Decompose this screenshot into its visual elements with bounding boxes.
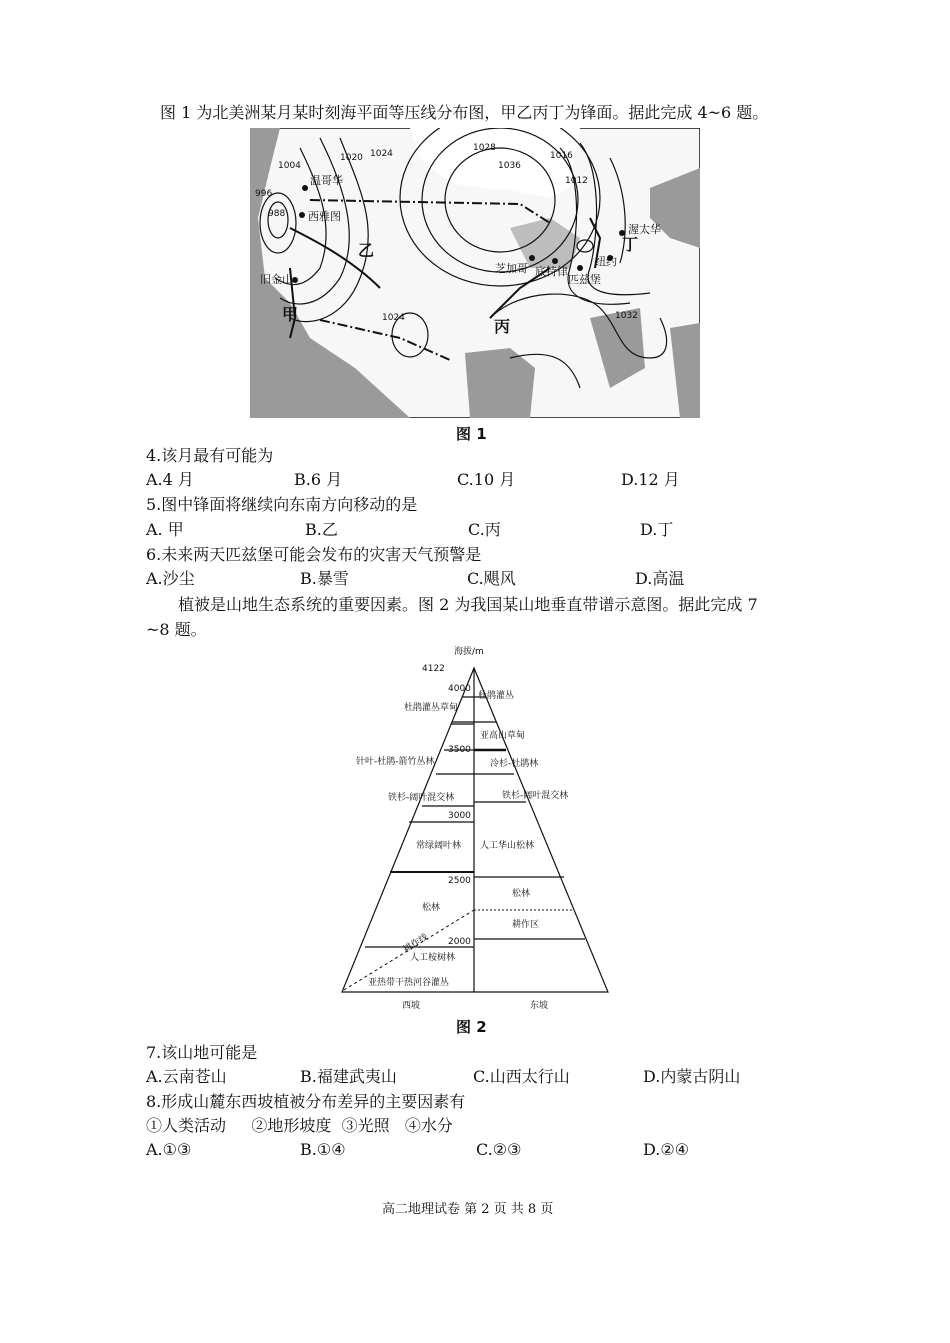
- east-zone: 人工华山松林: [480, 841, 535, 851]
- city-label: 芝加哥: [495, 262, 528, 275]
- figure-1-caption: 图 1: [456, 425, 487, 443]
- isobar-label: 1024: [370, 149, 393, 159]
- intro-text-2-cont: ~8 题。: [146, 620, 207, 639]
- city-label: 西雅图: [308, 210, 341, 223]
- city-label: 温哥华: [310, 174, 343, 187]
- isobar-label: 1036: [498, 161, 521, 171]
- elevation-label: 2000: [448, 937, 471, 947]
- west-zone: 针叶-杜鹃-箭竹丛林: [356, 757, 435, 767]
- isobar-label: 1032: [615, 311, 638, 321]
- question-5-stem: 5.图中锋面将继续向东南方向移动的是: [146, 495, 418, 514]
- elevation-label: 2500: [448, 876, 471, 886]
- y-axis-label: 海拔/m: [454, 647, 484, 657]
- west-slope-label: 西坡: [402, 1001, 421, 1011]
- east-zone: 松林: [512, 889, 531, 899]
- east-zone: 冷杉-杜鹃林: [490, 759, 539, 769]
- isobar-label: 988: [268, 209, 286, 219]
- intro-text-2: 植被是山地生态系统的重要因素。图 2 为我国某山地垂直带谱示意图。据此完成 7: [178, 595, 758, 614]
- q4-option-c: C.10 月: [457, 470, 516, 489]
- west-zone: 亚热带干热河谷灌丛: [368, 978, 450, 988]
- page-footer: 高二地理试卷 第 2 页 共 8 页: [382, 1202, 554, 1217]
- east-zone: 铁杉-阔叶混交林: [502, 791, 569, 801]
- intro-text-1: 图 1 为北美洲某月某时刻海平面等压线分布图，甲乙丙丁为锋面。据此完成 4~6 题。: [160, 103, 769, 122]
- q6-option-c: C.飓风: [467, 569, 516, 588]
- q7-option-b: B.福建武夷山: [300, 1067, 397, 1086]
- west-zone: 铁杉-阔叶混交林: [388, 793, 455, 803]
- city-label: 匹兹堡: [568, 273, 601, 286]
- front-label: 乙: [358, 241, 375, 260]
- east-zone: 杜鹃灌丛: [478, 691, 515, 701]
- question-6-stem: 6.未来两天匹兹堡可能会发布的灾害天气预警是: [146, 545, 482, 564]
- q7-option-d: D.内蒙古阴山: [643, 1067, 741, 1086]
- isobar-label: 996: [255, 189, 273, 199]
- figure-2-caption: 图 2: [456, 1018, 487, 1036]
- q7-option-a: A.云南苍山: [146, 1067, 227, 1086]
- elevation-label: 4122: [422, 664, 445, 674]
- elevation-label: 3500: [448, 745, 471, 755]
- front-label: 甲: [282, 305, 299, 324]
- q6-option-a: A.沙尘: [146, 569, 195, 588]
- q5-option-a: A. 甲: [146, 520, 184, 539]
- q7-option-c: C.山西太行山: [473, 1067, 570, 1086]
- city-label: 旧金山: [260, 273, 293, 286]
- east-slope-label: 东坡: [530, 1001, 549, 1011]
- q4-option-d: D.12 月: [621, 470, 680, 489]
- q8-option-c: C.②③: [476, 1140, 522, 1159]
- east-zone: 亚高山草甸: [480, 731, 526, 741]
- city-label: 底特律: [535, 265, 568, 278]
- isobar-label: 1020: [340, 153, 363, 163]
- elevation-label: 4000: [448, 684, 471, 694]
- west-zone: 人工桉树林: [410, 953, 456, 963]
- elevation-label: 3000: [448, 811, 471, 821]
- q6-option-b: B.暴雪: [300, 569, 349, 588]
- cultivation-line-label: 耕作线: [401, 932, 431, 956]
- east-zone: 耕作区: [512, 920, 540, 930]
- question-7-stem: 7.该山地可能是: [146, 1043, 258, 1062]
- isobar-label: 1028: [473, 143, 496, 153]
- west-zone: 常绿阔叶林: [416, 841, 462, 851]
- q6-option-d: D.高温: [635, 569, 685, 588]
- isobar-label: 1012: [565, 176, 588, 186]
- isobar-label: 1016: [550, 151, 573, 161]
- q5-option-b: B.乙: [305, 520, 338, 539]
- q8-option-b: B.①④: [300, 1140, 346, 1159]
- q4-option-a: A.4 月: [146, 470, 194, 489]
- q4-option-b: B.6 月: [294, 470, 343, 489]
- front-label: 丙: [494, 317, 511, 336]
- q5-option-c: C.丙: [468, 520, 501, 539]
- question-4-stem: 4.该月最有可能为: [146, 446, 274, 465]
- q8-factors: ①人类活动 ②地形坡度 ③光照 ④水分: [146, 1116, 453, 1135]
- front-label: 丁: [622, 235, 639, 254]
- isobar-label: 1024: [382, 313, 405, 323]
- q8-option-a: A.①③: [146, 1140, 192, 1159]
- q5-option-d: D.丁: [640, 520, 674, 539]
- isobar-label: 1004: [278, 161, 301, 171]
- figure-2-diagram: [330, 642, 620, 1014]
- west-zone: 松林: [422, 903, 441, 913]
- q8-option-d: D.②④: [643, 1140, 690, 1159]
- west-zone: 杜鹃灌丛草甸: [404, 703, 459, 713]
- city-label: 纽约: [595, 255, 617, 268]
- question-8-stem: 8.形成山麓东西坡植被分布差异的主要因素有: [146, 1092, 466, 1111]
- figure-1-map: [250, 128, 700, 418]
- city-label: 渥太华: [628, 223, 661, 236]
